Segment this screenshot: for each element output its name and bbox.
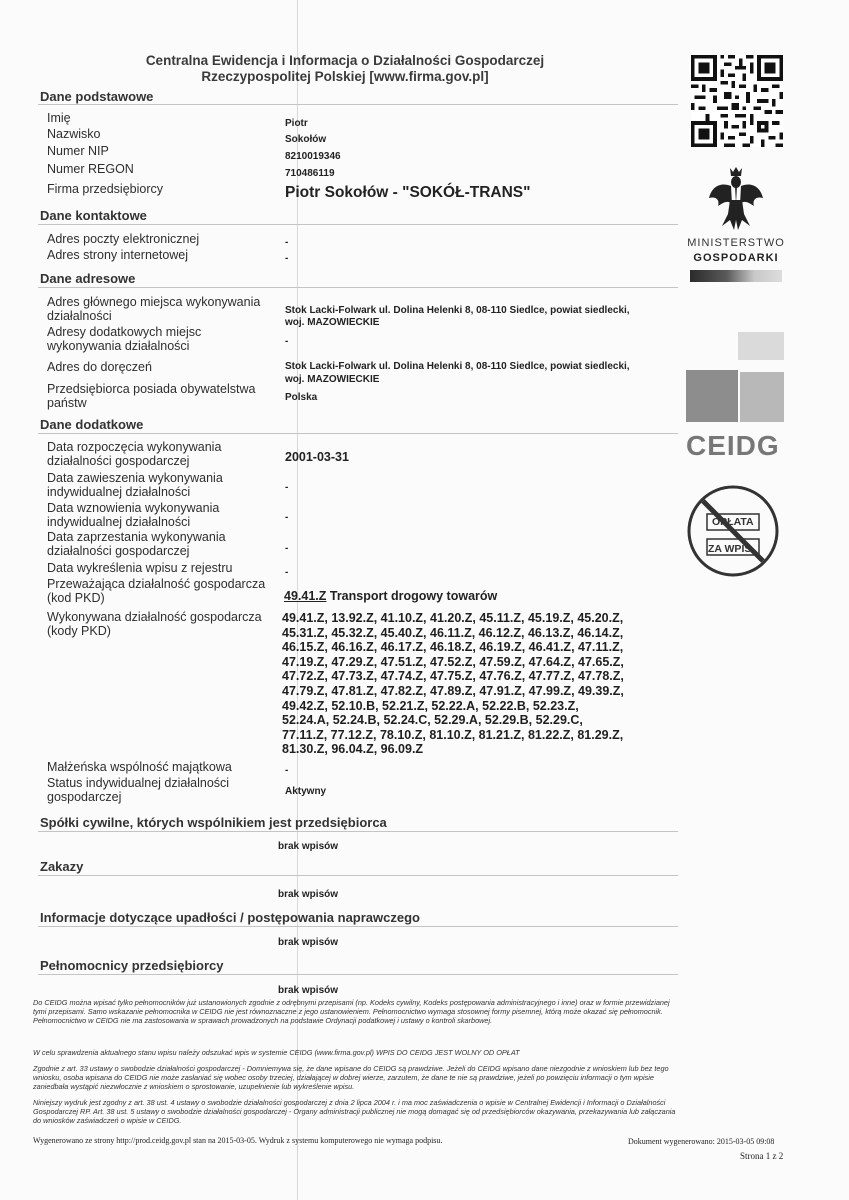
cease-date-label-line1: Data zaprzestania wykonywania bbox=[47, 530, 226, 544]
nip-label: Numer NIP bbox=[47, 144, 109, 158]
delivery-address-value-line1: Stok Lacki-Folwark ul. Dolina Helenki 8, 08-110 Siedlce, powiat siedlecki, bbox=[285, 361, 630, 372]
qr-code-icon bbox=[691, 55, 783, 147]
start-date-label-line1: Data rozpoczęcia wykonywania bbox=[47, 440, 222, 454]
start-date-label-line2: działalności gospodarczej bbox=[47, 454, 190, 468]
section-proxies: Pełnomocnicy przedsiębiorcy bbox=[40, 958, 224, 973]
footer-generated-at: Dokument wygenerowano: 2015-03-05 09:08 bbox=[628, 1137, 775, 1146]
proxies-empty: brak wpisów bbox=[278, 985, 339, 996]
civil-partnerships-empty: brak wpisów bbox=[278, 841, 339, 852]
main-pkd-label-line2: (kod PKD) bbox=[47, 591, 105, 605]
extra-address-label-line2: wykonywania działalności bbox=[47, 339, 190, 353]
section-divider bbox=[38, 974, 678, 975]
footnote-proxies: Do CEIDG można wpisać tylko pełnomocników już ustanowionych zgodnie z odrębnymi przepisami (np. Kodeks cywilny, Kodeks postępowania administracyjnego i inne) oraz w formie przewidzianej tymi przepisami. Samo wskazanie pełnomocnika w CEIDG nie jest równoznaczne z jego ustanowieniem. Pełnomocnictwo wymaga stosownej formy pisemnej, którą może okazać się pełnomocnik. Pełnomocnictwo w CEIDG nie ma zastosowania w sprawach prowadzonych na podstawie Ordynacji podatkowej i ustawy o kontroli skarbowej. bbox=[33, 998, 670, 1025]
delivery-address-value-line2: woj. MAZOWIECKIE bbox=[285, 374, 380, 385]
citizenship-value: Polska bbox=[285, 392, 318, 403]
regon-value: 710486119 bbox=[285, 168, 335, 179]
main-address-value-line1: Stok Lacki-Folwark ul. Dolina Helenki 8, 08-110 Siedlce, powiat siedlecki, bbox=[285, 305, 630, 316]
header-title-line1: Centralna Ewidencja i Informacja o Działalności Gospodarczej bbox=[145, 53, 545, 68]
status-label-line2: gospodarczej bbox=[47, 790, 122, 804]
resume-date-label-line1: Data wznowienia wykonywania bbox=[47, 501, 220, 515]
status-label-line1: Status indywidualnej działalności bbox=[47, 776, 230, 790]
www-value: - bbox=[285, 253, 289, 264]
bankruptcy-empty: brak wpisów bbox=[278, 937, 339, 948]
section-divider bbox=[38, 104, 678, 105]
main-pkd-value bbox=[284, 590, 497, 603]
marital-property-label: Małżeńska wspólność majątkowa bbox=[47, 760, 232, 774]
section-civil-partnerships: Spółki cywilne, których wspólnikiem jest przedsiębiorca bbox=[40, 815, 387, 830]
header-title-line2: Rzeczypospolitej Polskiej [www.firma.gov.pl] bbox=[201, 69, 489, 84]
start-date-value: 2001-03-31 bbox=[285, 450, 349, 464]
first-name-value: Piotr bbox=[285, 118, 308, 129]
marital-property-value: - bbox=[285, 765, 289, 776]
cease-date-value: - bbox=[285, 543, 289, 554]
suspend-date-value: - bbox=[285, 482, 289, 493]
pkd-codes-label-line1: Wykonywana działalność gospodarcza bbox=[47, 610, 262, 624]
footer-page-number: Strona 1 z 2 bbox=[740, 1151, 784, 1161]
ceidg-logo-block-light bbox=[738, 332, 784, 360]
section-contact: Dane kontaktowe bbox=[40, 208, 147, 223]
section-additional: Dane dodatkowe bbox=[40, 417, 144, 432]
no-fee-stamp-icon bbox=[685, 483, 781, 579]
suspend-date-label-line2: indywidualnej działalności bbox=[47, 485, 191, 499]
citizenship-label-line2: państw bbox=[47, 396, 87, 410]
main-address-label-line2: działalności bbox=[47, 309, 112, 323]
section-address: Dane adresowe bbox=[40, 271, 136, 286]
stamp-text-line2: ZA WPIS bbox=[708, 543, 752, 555]
resume-date-label-line2: indywidualnej działalności bbox=[47, 515, 191, 529]
ministry-name-line1: MINISTERSTWO bbox=[687, 237, 785, 249]
section-bans: Zakazy bbox=[40, 859, 84, 874]
delete-date-value: - bbox=[285, 567, 289, 578]
main-pkd-code: 49.41.Z bbox=[284, 589, 327, 603]
section-basic: Dane podstawowe bbox=[40, 89, 154, 104]
polish-eagle-icon bbox=[706, 164, 766, 234]
delivery-address-label: Adres do doręczeń bbox=[47, 360, 152, 374]
pkd-codes-list: 49.41.Z, 13.92.Z, 41.10.Z, 41.20.Z, 45.11.Z, 45.19.Z, 45.20.Z, 45.31.Z, 45.32.Z, 45.40.Z, 46.11.Z, 46.12.Z, 46.13.Z, 46.14.Z, 46.15.Z, 46.16.Z, 46.17.Z, 46.18.Z, 46.19.Z, 46.41.Z, 47.11.Z, 47.19.Z, 47.29.Z, 47.51.Z, 47.52.Z, 47.59.Z, 47.64.Z, 47.65.Z, 47.72.Z, 47.73.Z, 47.74.Z, 47.75.Z, 47.76.Z, 47.77.Z, 47.78.Z, 47.79.Z, 47.81.Z, 47.82.Z, 47.89.Z, 47.91.Z, 47.99.Z, 49.39.Z, 49.42.Z, 52.10.B, 52.21.Z, 52.22.A, 52.22.B, 52.23.Z, 52.24.A, 52.24.B, 52.24.C, 52.29.A, 52.29.B, 52.29.C, 77.11.Z, 77.12.Z, 78.10.Z, 81.10.Z, 81.21.Z, 81.22.Z, 81.29.Z, 81.30.Z, 96.04.Z, 96.09.Z bbox=[282, 611, 624, 757]
regon-label: Numer REGON bbox=[47, 162, 134, 176]
company-label: Firma przedsiębiorcy bbox=[47, 182, 164, 196]
extra-address-label-line1: Adresy dodatkowych miejsc bbox=[47, 325, 202, 339]
ceidg-logo-text: CEIDG bbox=[686, 430, 780, 461]
footnote-art33: Zgodnie z art. 33 ustawy o swobodzie działalności gospodarczej - Domniemywa się, że dane wpisane do CEIDG są prawdziwe. Jeżeli do CEIDG wpisano dane niezgodnie z wnioskiem lub bez tego wniosku, osoba wpisana do CEIDG nie może zasłaniać się wobec osoby trzeciej, działającej w dobrej wierze, zarzutem, że dane te nie są prawdziwe, jeżeli po powzięciu informacji o tym wpisie zaniedbała wystąpić niezwłocznie z wnioskiem o sprostowanie, uzupełnienie lub wykreślenie wpisu. bbox=[33, 1064, 669, 1091]
section-divider bbox=[38, 287, 678, 288]
section-divider bbox=[38, 224, 678, 225]
last-name-value: Sokołów bbox=[285, 134, 327, 145]
extra-address-value: - bbox=[285, 336, 289, 347]
footer-generated-from: Wygenerowano ze strony http://prod.ceidg.gov.pl stan na 2015-03-05. Wydruk z systemu komputerowego nie wymaga podpisu. bbox=[33, 1136, 443, 1145]
suspend-date-label-line1: Data zawieszenia wykonywania bbox=[47, 471, 223, 485]
first-name-label: Imię bbox=[47, 111, 71, 125]
ceidg-logo-block-mid bbox=[740, 372, 784, 422]
ministry-name-line2: GOSPODARKI bbox=[693, 252, 779, 264]
citizenship-label-line1: Przedsiębiorca posiada obywatelstwa bbox=[47, 382, 256, 396]
cease-date-label-line2: działalności gospodarczej bbox=[47, 544, 190, 558]
section-divider bbox=[38, 926, 678, 927]
footnote-verification: W celu sprawdzenia aktualnego stanu wpisu należy odszukać wpis w systemie CEIDG (www.firma.gov.pl) WPIS DO CEIDG JEST WOLNY OD OPŁAT bbox=[33, 1048, 520, 1057]
footnote-art38: Niniejszy wydruk jest zgodny z art. 38 ust. 4 ustawy o swobodzie działalności gospodarczej z dnia 2 lipca 2004 r. i ma moc zaświadczenia o wpisie w Centralnej Ewidencji i Informacji o Działalności Gospodarczej RP. Art. 38 ust. 5 ustawy o swobodzie działalności gospodarczej - Organy administracji publicznej nie mogą domagać się od przedsiębiorców okazywania, przekazywania lub załączania do wniosków zaświadczeń o wpisie w CEIDG. bbox=[33, 1098, 676, 1125]
section-divider bbox=[38, 831, 678, 832]
status-value: Aktywny bbox=[285, 786, 327, 797]
section-bankruptcy: Informacje dotyczące upadłości / postępowania naprawczego bbox=[40, 910, 420, 925]
bans-empty: brak wpisów bbox=[278, 889, 339, 900]
ceidg-logo-block-dark bbox=[686, 370, 738, 422]
main-pkd-description: Transport drogowy towarów bbox=[329, 589, 498, 603]
main-address-value-line2: woj. MAZOWIECKIE bbox=[285, 317, 380, 328]
main-address-label-line1: Adres głównego miejsca wykonywania bbox=[47, 295, 261, 309]
nip-value: 8210019346 bbox=[285, 151, 341, 162]
ministry-color-bar bbox=[690, 270, 782, 282]
resume-date-value: - bbox=[285, 512, 289, 523]
stamp-text-line1: OPŁATA bbox=[712, 516, 754, 528]
www-label: Adres strony internetowej bbox=[47, 248, 189, 262]
email-value: - bbox=[285, 237, 289, 248]
main-pkd-label-line1: Przeważająca działalność gospodarcza bbox=[47, 577, 266, 591]
pkd-codes-label-line2: (kody PKD) bbox=[47, 624, 111, 638]
company-value: Piotr Sokołów - "SOKÓŁ-TRANS" bbox=[285, 184, 531, 201]
section-divider bbox=[38, 433, 678, 434]
delete-date-label: Data wykreślenia wpisu z rejestru bbox=[47, 561, 233, 575]
section-divider bbox=[38, 875, 678, 876]
last-name-label: Nazwisko bbox=[47, 127, 101, 141]
email-label: Adres poczty elektronicznej bbox=[47, 232, 200, 246]
